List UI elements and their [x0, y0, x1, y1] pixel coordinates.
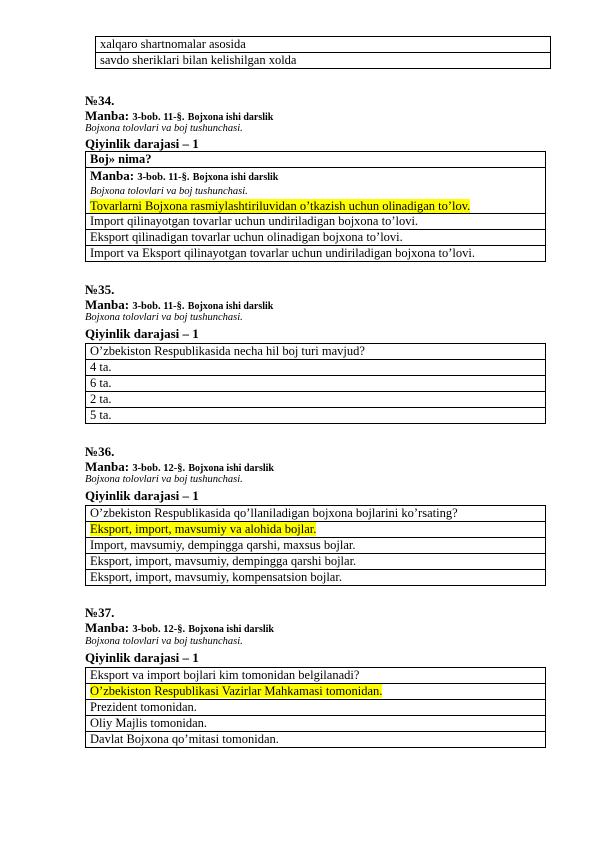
manba-label: Manba: — [85, 459, 130, 474]
manba-line — [85, 620, 274, 636]
table-row — [86, 214, 546, 230]
table-row — [86, 522, 546, 538]
answer-cell — [86, 684, 546, 700]
manba-ref: 3-bob. 11-§. — [132, 301, 185, 312]
question-table — [85, 343, 546, 424]
manba-label: Manba: — [85, 620, 130, 635]
option-cell: 6 ta. — [86, 376, 546, 392]
manba-book: Bojxona ishi darslik — [188, 624, 274, 635]
manba-line — [85, 459, 274, 475]
manba-book: Bojxona ishi darslik — [187, 301, 274, 312]
option-cell: Davlat Bojxona qo’mitasi tomonidan. — [86, 732, 546, 748]
topic-line: Bojxona tolovlari va boj tushunchasi. — [85, 123, 243, 134]
answer-cell — [86, 522, 546, 538]
correct-answer: Tovarlarni Bojxona rasmiylashtiriluvidan o’tkazish uchun olinadigan to’lov. — [90, 199, 471, 213]
table-row — [96, 53, 551, 69]
inner-topic-line: Bojxona tolovlari va boj tushunchasi. — [90, 186, 248, 197]
topic-line: Bojxona tolovlari va boj tushunchasi. — [85, 474, 243, 485]
option-cell: 5 ta. — [86, 408, 546, 424]
difficulty-line: Qiyinlik darajasi – 1 — [85, 136, 199, 151]
inner-manba-line — [90, 169, 541, 185]
table-row — [86, 668, 546, 684]
question-number: №34. — [85, 93, 115, 108]
manba-label: Manba: — [85, 108, 130, 123]
manba-line — [85, 108, 273, 124]
table-row — [86, 684, 546, 700]
answer-text-wrap — [90, 199, 541, 213]
option-cell: Eksport, import, mavsumiy, kompensatsion bojlar. — [86, 570, 546, 586]
correct-answer: Eksport, import, mavsumiy va alohida bojlar. — [90, 522, 317, 536]
option-cell: Eksport, import, mavsumiy, dempingga qarshi bojlar. — [86, 554, 546, 570]
manba-label: Manba: — [85, 297, 130, 312]
difficulty-line: Qiyinlik darajasi – 1 — [85, 488, 199, 503]
table-row — [86, 376, 546, 392]
topic-line: Bojxona tolovlari va boj tushunchasi. — [85, 636, 243, 647]
option-cell: Import va Eksport qilinayotgan tovarlar uchun undiriladigan bojxona to’lovi. — [86, 246, 546, 262]
option-cell: Prezident tomonidan. — [86, 700, 546, 716]
table-row — [86, 716, 546, 732]
table-row — [86, 246, 546, 262]
table-row — [86, 168, 546, 214]
difficulty-line: Qiyinlik darajasi – 1 — [85, 326, 199, 341]
question-number: №36. — [85, 444, 115, 459]
question-cell: O’zbekiston Respublikasida qo’llaniladigan bojxona bojlarini ko’rsating? — [86, 506, 546, 522]
question-table — [85, 667, 546, 748]
option-cell: Import, mavsumiy, dempingga qarshi, maxsus bojlar. — [86, 538, 546, 554]
topic-line: Bojxona tolovlari va boj tushunchasi. — [85, 312, 243, 323]
question-table — [85, 505, 546, 586]
table-row — [86, 230, 546, 246]
answer-cell — [86, 168, 546, 214]
table-row — [86, 152, 546, 168]
option-cell: xalqaro shartnomalar asosida — [96, 37, 551, 53]
manba-book: Bojxona ishi darslik — [192, 172, 279, 183]
top-options-table — [95, 36, 551, 69]
table-row — [86, 732, 546, 748]
table-row — [86, 360, 546, 376]
question-table — [85, 151, 546, 262]
manba-label: Manba: — [90, 168, 135, 183]
manba-line — [85, 297, 273, 313]
option-cell: 4 ta. — [86, 360, 546, 376]
table-row — [96, 37, 551, 53]
option-cell: Import qilinayotgan tovarlar uchun undiriladigan bojxona to’lovi. — [86, 214, 546, 230]
option-cell: savdo sheriklari bilan kelishilgan xolda — [96, 53, 551, 69]
table-row — [86, 538, 546, 554]
question-cell: Boj» nima? — [86, 152, 546, 168]
table-row — [86, 408, 546, 424]
table-row — [86, 570, 546, 586]
difficulty-line: Qiyinlik darajasi – 1 — [85, 650, 199, 665]
question-cell: Eksport va import bojlari kim tomonidan belgilanadi? — [86, 668, 546, 684]
question-number: №35. — [85, 282, 115, 297]
manba-book: Bojxona ishi darslik — [187, 112, 274, 123]
option-cell: 2 ta. — [86, 392, 546, 408]
table-row — [86, 392, 546, 408]
question-number: №37. — [85, 605, 115, 620]
table-row — [86, 700, 546, 716]
manba-ref: 3-bob. 12-§. — [132, 624, 186, 635]
correct-answer: O’zbekiston Respublikasi Vazirlar Mahkamasi tomonidan. — [90, 684, 383, 698]
manba-ref: 3-bob. 11-§. — [137, 172, 190, 183]
table-row — [86, 344, 546, 360]
option-cell: Eksport qilinadigan tovarlar uchun olinadigan bojxona to’lovi. — [86, 230, 546, 246]
question-cell: O’zbekiston Respublikasida necha hil boj turi mavjud? — [86, 344, 546, 360]
table-row — [86, 506, 546, 522]
option-cell: Oliy Majlis tomonidan. — [86, 716, 546, 732]
manba-book: Bojxona ishi darslik — [188, 463, 274, 474]
manba-ref: 3-bob. 11-§. — [132, 112, 185, 123]
table-row — [86, 554, 546, 570]
manba-ref: 3-bob. 12-§. — [132, 463, 186, 474]
